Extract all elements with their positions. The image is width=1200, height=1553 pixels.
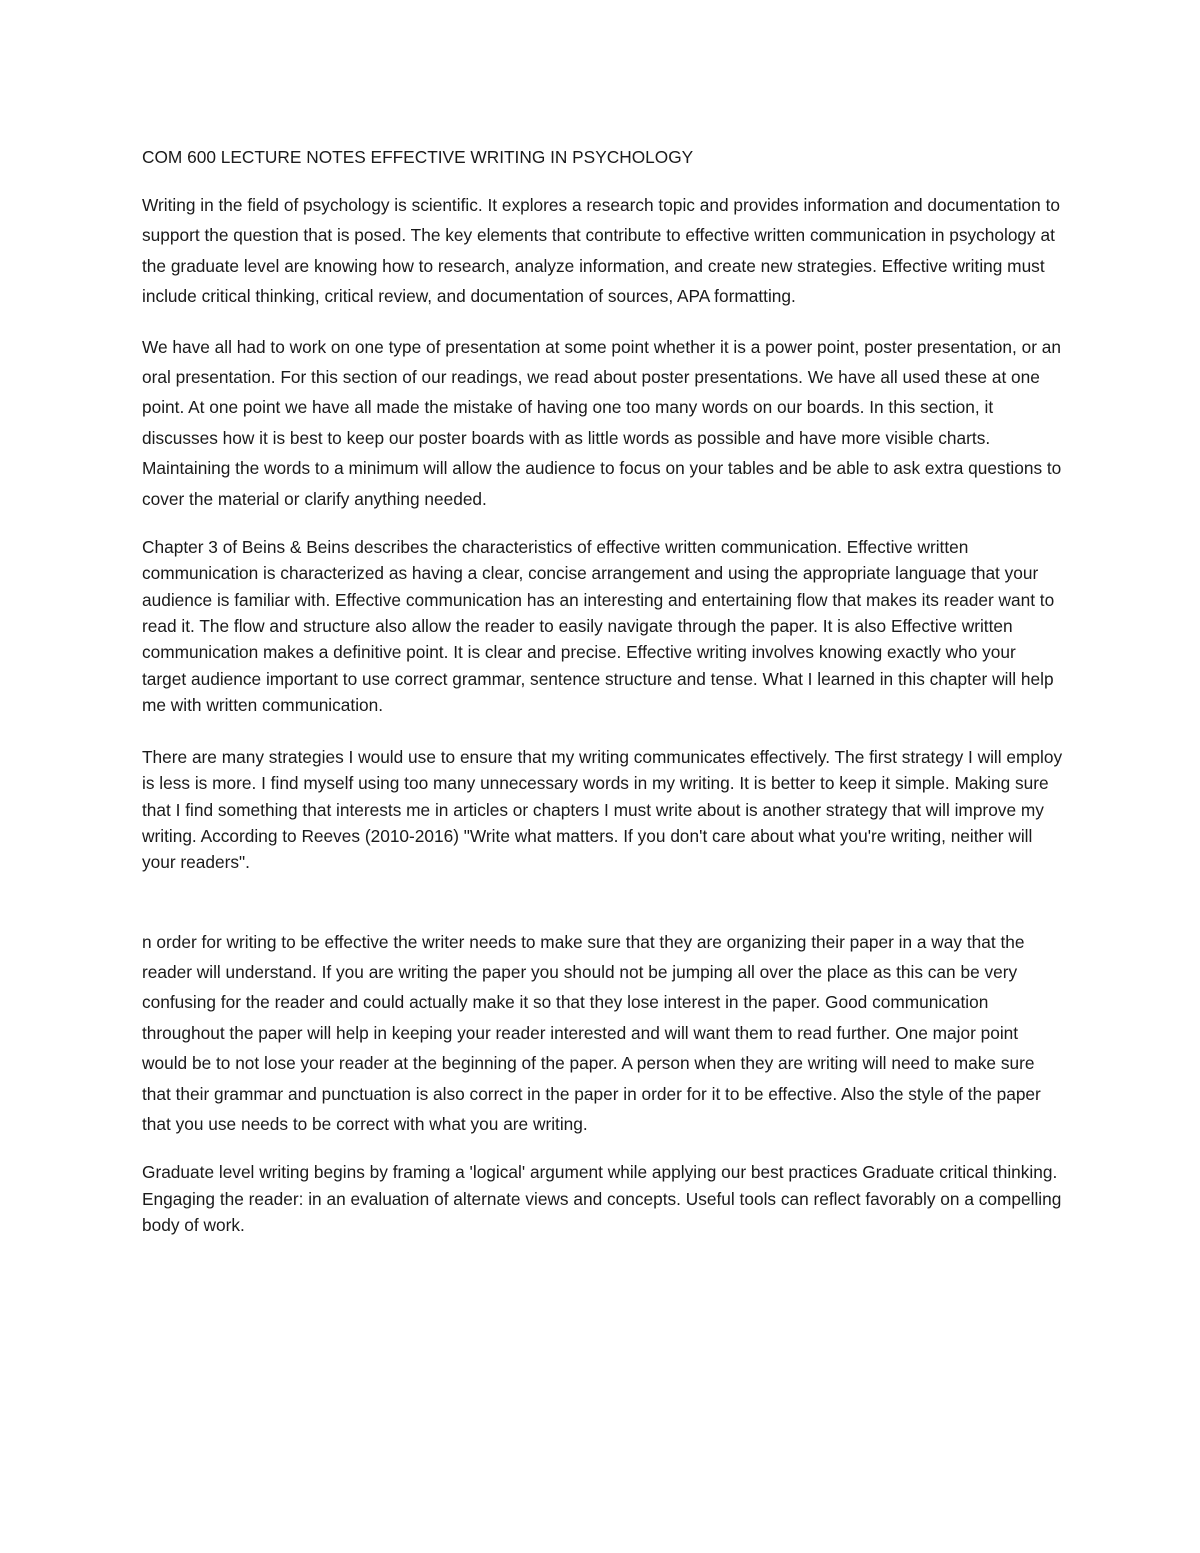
paragraph-psychology-writing: Writing in the field of psychology is scientific. It explores a research topic and provides information and documentation to support the question that is posed. The key elements that contribute to effective written communication in psychology at the graduate level are knowing how to research, analyze information, and create new strategies. Effective writing must include critical thinking, critical review, and documentation of sources, APA formatting. xyxy=(142,195,1060,307)
paragraph-poster-presentations: We have all had to work on one type of presentation at some point whether it is a power point, poster presentation, or an oral presentation. For this section of our readings, we read about poster presentations. We have all used these at one point. At one point we have all made the mistake of having one too many words on our boards. In this section, it discusses how it is best to keep our poster boards with as little words as possible and have more visible charts. Maintaining the words to a minimum will allow the audience to focus on your tables and be able to ask extra questions to cover the material or clarify anything needed. xyxy=(142,336,1062,509)
paragraph-chapter-3: Chapter 3 of Beins & Beins describes the characteristics of effective written communication. Effective written communication is characterized as having a clear, concise arrangement and using the appropriate language that your audience is familiar with. Effective communication has an interesting and entertaining flow that makes its reader want to read it. The flow and structure also allow the reader to easily navigate through the paper. It is also Effective written communication makes a definitive point. It is clear and precise. Effective writing involves knowing exactly who your target audience important to use correct grammar, sentence structure and tense. What I learned in this chapter will help me with written communication. xyxy=(142,537,1055,715)
paragraph-strategies: There are many strategies I would use to ensure that my writing communicates effectively. The first strategy I will employ is less is more. I find myself using too many unnecessary words in my writing. It is better to keep it simple. Making sure that I find something that interests me in articles or chapters I must write about is another strategy that will improve my writing. According to Reeves (2010-2016) "Write what matters. If you don't care about what you're writing, neither will your readers". xyxy=(142,747,1063,873)
paragraph-organization: n order for writing to be effective the writer needs to make sure that they are organizing their paper in a way that the reader will understand. If you are writing the paper you should not be jumping all over the place as this can be very confusing for the reader and could actually make it so that they lose interest in the paper. Good communication throughout the paper will help in keeping your reader interested and will want them to read further. One major point would be to not lose your reader at the beginning of the paper. A person when they are writing will need to make sure that their grammar and punctuation is also correct in the paper in order for it to be effective. Also the style of the paper that you use needs to be correct with what you are writing. xyxy=(142,931,1041,1135)
document-body xyxy=(142,144,1064,1238)
paragraph-graduate-writing: Graduate level writing begins by framing a 'logical' argument while applying our best practices Graduate critical thinking. Engaging the reader: in an evaluation of alternate views and concepts. Useful tools can reflect favorably on a compelling body of work. xyxy=(142,1162,1062,1236)
document-title: COM 600 LECTURE NOTES EFFECTIVE WRITING IN PSYCHOLOGY xyxy=(142,147,694,167)
